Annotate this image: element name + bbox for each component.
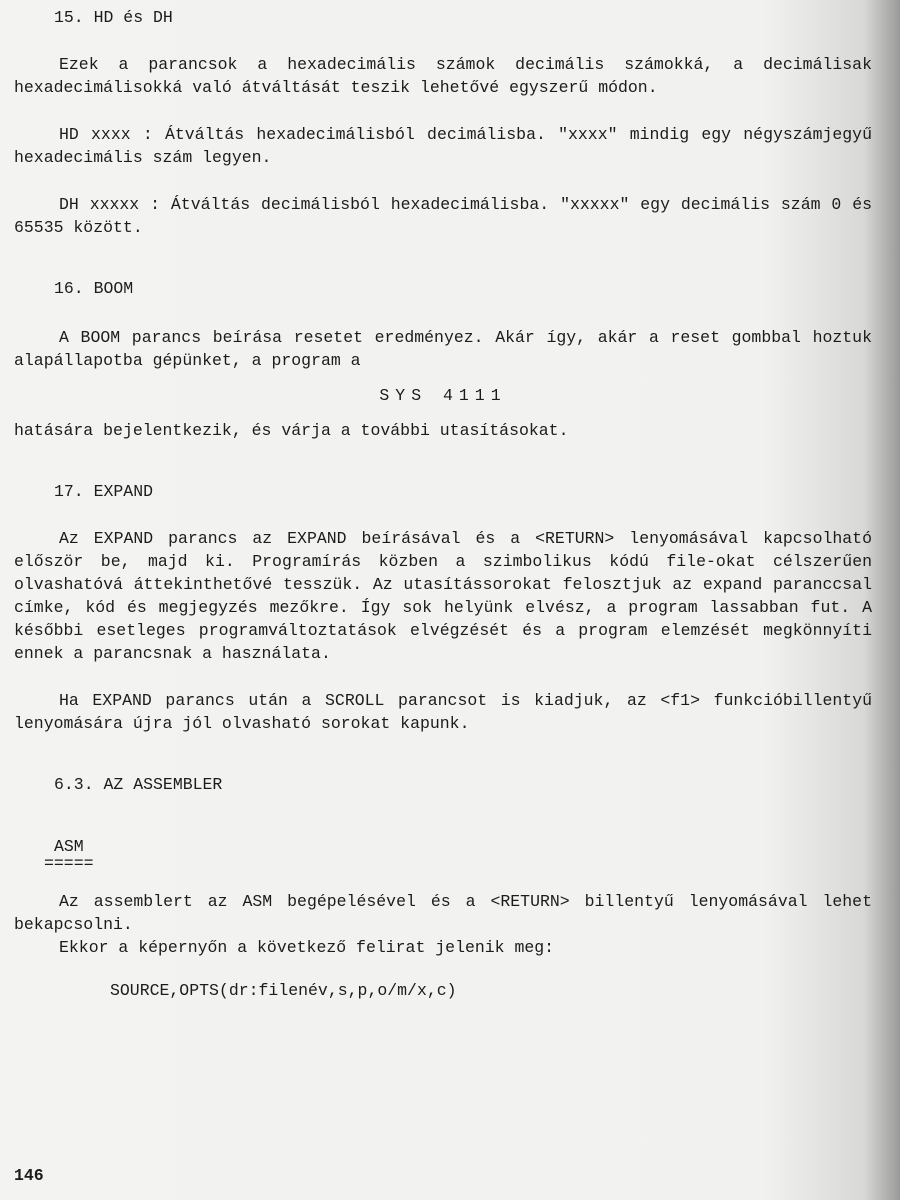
section-16-para-2: hatására bejelentkezik, és várja a további utasításokat. xyxy=(14,421,569,440)
page-text xyxy=(14,6,872,1002)
section-17-para-1: Az EXPAND parancs az EXPAND beírásával és a <RETURN> lenyomásával kapcsolható először be, majd ki. Programírás közben a szimbolikus kódú file-okat célszerűen olvashatóvá áttekinthetővé tesszük. Az utasítássorokat felosztjuk az expand paranccsal címke, kód és megjegyzés mezőkre. Így sok helyünk elvész, a program lassabban fut. A későbbi esetleges programváltoztatások elvégzését és a program elemzését megkönnyíti ennek a parancsnak a használata. xyxy=(14,529,872,663)
asm-title: ASM xyxy=(54,837,84,856)
section-6-3-heading: 6.3. AZ ASSEMBLER xyxy=(54,775,223,794)
asm-underline: ===== xyxy=(44,854,94,873)
section-15-para-1: Ezek a parancsok a hexadecimális számok decimális számokká, a decimálisak hexadecimálisokká való átváltását teszik lehetővé egyszerű módon. xyxy=(14,55,872,97)
section-17-para-2: Ha EXPAND parancs után a SCROLL parancsot is kiadjuk, az <f1> funkcióbillentyű lenyomására újra jól olvasható sorokat kapunk. xyxy=(14,691,872,733)
page-number: 146 xyxy=(14,1166,44,1185)
section-16-heading: 16. BOOM xyxy=(54,279,134,298)
section-16-sys-command: SYS 4111 xyxy=(379,386,507,405)
section-6-3-para-1: Az assemblert az ASM begépelésével és a <RETURN> billentyű lenyomásával lehet bekapcsolni. xyxy=(14,892,872,934)
section-6-3-para-2: Ekkor a képernyőn a következő felirat jelenik meg: xyxy=(59,938,555,957)
section-16-para-1: A BOOM parancs beírása resetet eredményez. Akár így, akár a reset gombbal hoztuk alapállapotba gépünket, a program a xyxy=(14,328,872,370)
section-15-para-2: HD xxxx : Átváltás hexadecimálisból decimálisba. "xxxx" mindig egy négyszámjegyű hexadecimális szám legyen. xyxy=(14,125,872,167)
source-opts-prompt: SOURCE,OPTS(dr:filenév,s,p,o/m/x,c) xyxy=(110,981,457,1000)
section-15-heading: 15. HD és DH xyxy=(54,8,173,27)
section-15-para-3: DH xxxxx : Átváltás decimálisból hexadecimálisba. "xxxxx" egy decimális szám 0 és 65535 között. xyxy=(14,195,872,237)
section-17-heading: 17. EXPAND xyxy=(54,482,154,501)
